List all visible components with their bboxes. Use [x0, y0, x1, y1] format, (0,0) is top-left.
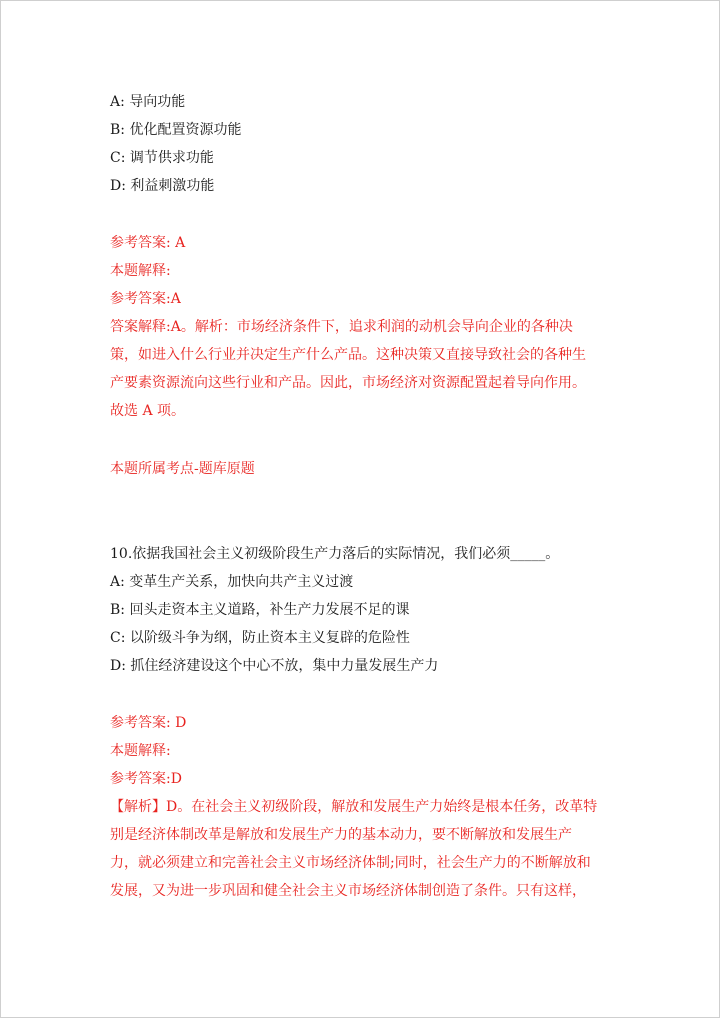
option-c: C: 调节供求功能 — [110, 150, 214, 166]
explanation-line: 发展，又为进一步巩固和健全社会主义市场经济体制创造了条件。只有这样， — [110, 883, 586, 899]
option-c: C: 以阶级斗争为纲，防止资本主义复辟的危险性 — [110, 630, 410, 646]
option-d: D: 利益刺激功能 — [110, 178, 215, 194]
reference-answer-2: 参考答案:D — [110, 771, 182, 787]
option-b: B: 回头走资本主义道路，补生产力发展不足的课 — [110, 602, 410, 618]
explanation-line: 答案解释:A。解析：市场经济条件下，追求利润的动机会导向企业的各种决 — [110, 319, 573, 335]
option-a: A: 变革生产关系，加快向共产主义过渡 — [110, 574, 354, 590]
analysis-label: 本题解释: — [110, 743, 171, 759]
reference-answer-2: 参考答案:A — [110, 291, 181, 307]
reference-answer: 参考答案: A — [110, 235, 186, 251]
option-d: D: 抓住经济建设这个中心不放，集中力量发展生产力 — [110, 658, 439, 674]
explanation-line: 【解析】D。在社会主义初级阶段，解放和发展生产力始终是根本任务，改革特 — [110, 799, 598, 815]
option-a: A: 导向功能 — [110, 94, 186, 110]
explanation-line: 策，如进入什么行业并决定生产什么产品。这种决策又直接导致社会的各种生 — [110, 347, 586, 363]
explanation-line: 产要素资源流向这些行业和产品。因此，市场经济对资源配置起着导向作用。 — [110, 375, 586, 391]
explanation-line: 力，就必须建立和完善社会主义市场经济体制;同时，社会生产力的不断解放和 — [110, 855, 591, 871]
explanation-line: 故选 A 项。 — [110, 403, 186, 419]
option-b: B: 优化配置资源功能 — [110, 122, 242, 138]
question-10: 10.依据我国社会主义初级阶段生产力落后的实际情况，我们必须_____。 — [110, 546, 560, 562]
explanation-line: 别是经济体制改革是解放和发展生产力的基本动力，要不断解放和发展生产 — [110, 827, 572, 843]
reference-answer: 参考答案: D — [110, 715, 187, 731]
analysis-label: 本题解释: — [110, 263, 171, 279]
exam-point: 本题所属考点-题库原题 — [110, 461, 255, 477]
